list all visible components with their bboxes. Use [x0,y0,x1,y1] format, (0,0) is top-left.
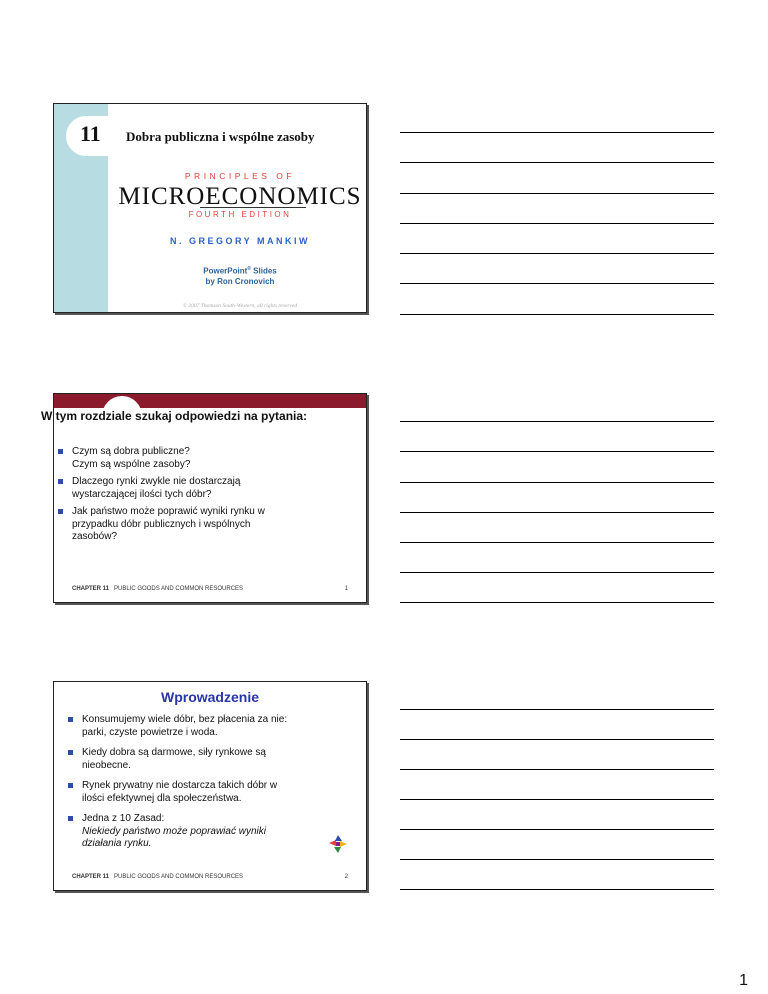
book-title: MICROECONOMICS [118,183,362,210]
note-line [400,709,714,710]
list-item [58,506,338,544]
note-line [400,572,714,573]
bullet-icon [68,816,73,821]
edition-label: FOURTH EDITION [188,210,292,219]
note-line [400,859,714,860]
copyright-notice: © 2007 Thomson South-Western, all rights reserved [182,303,298,309]
bullet-text: Kiedy dobra są darmowe, siły rynkowe są nieobecne. [82,747,266,771]
list-item [68,813,358,851]
note-line [400,739,714,740]
page-number: 1 [739,972,748,989]
registered-mark: ® [247,266,251,272]
list-item [68,780,358,805]
footer-page: 1 [344,586,348,592]
note-line [400,162,714,163]
ten-principles-logo-icon [327,834,349,854]
bullet-icon [68,783,73,788]
footer-subject: PUBLIC GOODS AND COMMON RESOURCES [114,586,244,592]
note-line [400,283,714,284]
slide-footer [72,586,348,592]
principles-label: PRINCIPLES OF [184,171,296,181]
chapter-number: 11 [80,121,101,146]
list-item [68,747,358,772]
note-line [400,451,714,452]
bullet-icon [58,479,63,484]
note-line [400,769,714,770]
slide-footer [72,874,348,880]
bullet-icon [68,750,73,755]
footer-chapter: CHAPTER 11 [72,586,110,592]
slides-author: by Ron Cronovich [205,276,275,286]
note-line [400,542,714,543]
slide-title [53,103,367,313]
note-line [400,602,714,603]
bullet-text: Konsumujemy wiele dóbr, bez płacenia za nie: parki, czyste powietrze i woda. [82,714,288,738]
note-line [400,421,714,422]
bullet-text: Jedna z 10 Zasad: [82,813,165,824]
slides-word: Slides [250,266,277,276]
note-line [400,223,714,224]
title-banner [54,394,366,408]
note-line [400,799,714,800]
slide-introduction [53,681,367,891]
author-name: N. GREGORY MANKIW [169,236,310,246]
powerpoint-word: PowerPoint [203,266,248,276]
principle-text: Niekiedy państwo może poprawiać wyniki działania rynku. [82,825,266,849]
bullet-text: Rynek prywatny nie dostarcza takich dóbr w ilości efektywnej dla społeczeństwa. [82,780,278,804]
note-line [400,829,714,830]
bullet-icon [58,449,63,454]
title-rule [200,207,306,208]
question-list [58,446,338,549]
intro-list [68,714,358,859]
footer-chapter: CHAPTER 11 [72,874,110,880]
powerpoint-credit [54,264,366,287]
bullet-text: Czym są dobra publiczne? Czym są wspólne zasoby? [72,446,191,470]
note-line [400,193,714,194]
note-line [400,132,714,133]
slide-questions [41,393,367,603]
bullet-icon [68,717,73,722]
slide-heading: Wprowadzenie [160,689,259,705]
bullet-icon [58,509,63,514]
note-line [400,512,714,513]
bullet-text: Jak państwo może poprawić wyniki rynku w przypadku dóbr publicznych i wspólnych zasobów? [72,506,265,542]
note-line [400,889,714,890]
bullet-text: Dlaczego rynki zwykle nie dostarczają wystarczającej ilości tych dóbr? [72,476,241,500]
footer-page: 2 [344,874,348,880]
list-item [68,714,358,739]
chapter-title: Dobra publiczna i wspólne zasoby [126,129,315,144]
slide-heading: W tym rozdziale szukaj odpowiedzi na pytania: [41,409,308,423]
note-line [400,314,714,315]
list-item [58,476,338,501]
footer-subject: PUBLIC GOODS AND COMMON RESOURCES [114,874,244,880]
note-line [400,253,714,254]
note-line [400,482,714,483]
list-item [58,446,338,471]
